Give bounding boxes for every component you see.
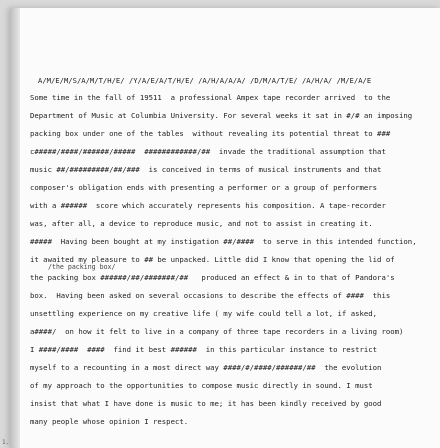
typed-page — [10, 8, 440, 448]
page-marker: 1. — [2, 439, 10, 446]
typed-line-9: ##### Having been bought at my instigation ##/#### to serve in this intended function, — [30, 237, 417, 246]
typed-line-19: many people whose opinion I respect. — [30, 417, 189, 426]
page-edge-shadow — [10, 8, 20, 448]
typed-line-12: box. Having been asked on several occasions to describe the effects of #### this — [30, 291, 391, 300]
typed-line-15: I ####/#### #### find it best ###### in this particular instance to restrict — [30, 345, 378, 354]
typed-line-14: a####/ on how it felt to live in a company of three tape recorders in a living room) — [30, 327, 404, 336]
typed-line-16: myself to a recounting in a most direct way ####/#/####/######/## the evolution — [30, 363, 382, 372]
typed-line-7: with a ###### score which accurately represents his composition. A tape-recorder — [30, 201, 386, 210]
typed-line-6: composer's obligation ends with presenting a performer or a group of performers — [30, 183, 378, 192]
typed-line-11: the packing box ######/##/#######/## produced an effect & in to that of Pandora's — [30, 273, 395, 282]
interlinear-correction: /the packing box/ — [48, 263, 116, 271]
typed-line-8: was, after all, a device to reproduce music, and not to assist in creating it. — [30, 219, 373, 228]
typed-line-18: insist that what I have done is music to me; it has been kindly received by good — [30, 399, 382, 408]
typed-line-10: it awaited my pleasure to ## be unpacked. Little did I know that opening the lid of — [30, 255, 395, 264]
typed-line-5: music ##/#########/##/### is conceived in terms of musical instruments and that — [30, 165, 382, 174]
typed-line-1: Some time in the fall of 19511 a professional Ampex tape recorder arrived to the — [30, 93, 391, 102]
typed-line-13: unsettling experience on my creative life ( my wife could tell a lot, if asked, — [30, 309, 378, 318]
typed-line-4: c#####/####/######/##### ############/## invade the traditional assumption that — [30, 147, 386, 156]
typed-line-17: of my approach to the opportunities to compose music directly in sound. I must — [30, 381, 373, 390]
typed-line-2: Department of Music at Columbia University. For several weeks it sat in #/# an imposing — [30, 111, 413, 120]
typed-line-3: packing box under one of the tables without revealing its potential threat to ### — [30, 129, 391, 138]
struck-out-heading: A/M/E/M/S/A/M/T/H/E/ /Y/A/E/A/T/H/E/ /A/H/A/A/A/ /D/M/A/T/E/ /A/H/A/ /M/E/A/E — [38, 76, 372, 85]
